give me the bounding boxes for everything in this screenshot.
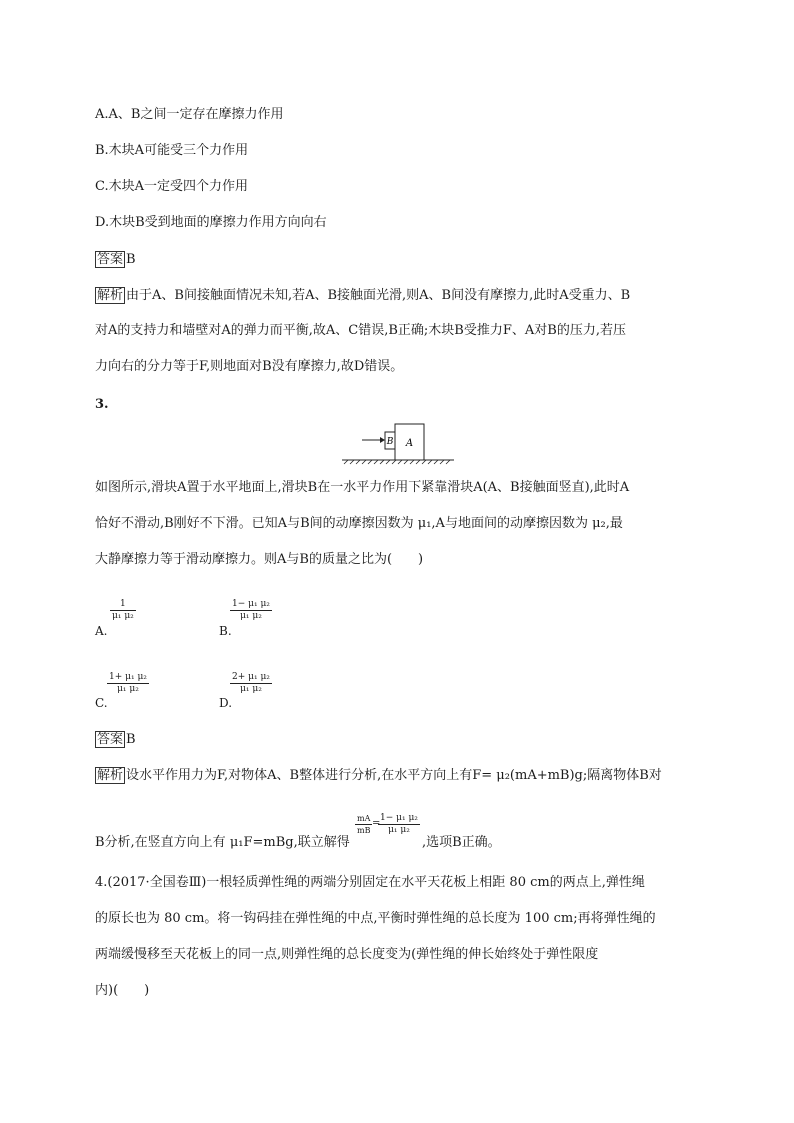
- fraction-denominator: μ₁ μ₂: [117, 684, 139, 694]
- q3-option-a-label: A.: [95, 624, 108, 638]
- q4-stem-line: 的原长也为 80 cm。将一钩码挂在弹性绳的中点,平衡时弹性绳的总长度为 100 cm;再将弹性绳的: [95, 911, 656, 926]
- q2-analysis-line: [95, 287, 630, 304]
- q2-analysis-line: 对A的支持力和墙壁对A的弹力而平衡,故A、C错误,B正确;木块B受推力F、A对B的压力,若压: [95, 323, 626, 338]
- q3-stem-line: 恰好不滑动,B刚好不下滑。已知A与B间的动摩擦因数为 μ₁,A与地面间的动摩擦因数为 μ₂,最: [95, 516, 623, 531]
- q2-option-b: B.木块A可能受三个力作用: [95, 143, 249, 158]
- block-a-label: A: [405, 438, 414, 449]
- fraction-numerator: 1+ μ₁ μ₂: [109, 672, 147, 682]
- q2-analysis-line: 力向右的分力等于F,则地面对B没有摩擦力,故D错误。: [95, 359, 404, 374]
- fraction-numerator: mA: [355, 813, 372, 825]
- fraction-denominator: mB: [357, 826, 371, 835]
- fraction-denominator: μ₁ μ₂: [388, 825, 410, 835]
- q3-number: 3.: [95, 397, 109, 412]
- q3-option-b-fraction: [230, 599, 272, 622]
- analysis-text: 由于A、B间接触面情况未知,若A、B接触面光滑,则A、B间没有摩擦力,此时A受重力、B: [126, 288, 631, 303]
- q2-answer: [95, 251, 136, 268]
- analysis-tag: 解析: [97, 288, 124, 303]
- analysis-tag: 解析: [97, 768, 124, 783]
- block-b-label: B: [386, 437, 394, 447]
- q2-option-a: A.A、B之间一定存在摩擦力作用: [95, 107, 284, 122]
- answer-tag: 答案: [97, 732, 124, 747]
- q3-option-c-fraction: [107, 672, 149, 695]
- fraction-numerator: 1: [110, 599, 136, 611]
- q3-option-b-label: B.: [219, 624, 232, 638]
- q2-option-c: C.木块A一定受四个力作用: [95, 179, 249, 194]
- q3-stem-line: 如图所示,滑块A置于水平地面上,滑块B在一水平力作用下紧靠滑块A(A、B接触面竖直),此时A: [95, 480, 630, 495]
- q3-option-c-label: C.: [95, 696, 108, 710]
- q3-analysis-line-2a: B分析,在竖直方向上有 μ₁F=mBg,联立解得: [95, 835, 350, 850]
- fraction-denominator: μ₁ μ₂: [112, 611, 134, 621]
- fraction-denominator: μ₁ μ₂: [240, 611, 262, 621]
- q3-option-d-label: D.: [219, 696, 233, 710]
- answer-tag: 答案: [97, 252, 124, 267]
- fraction-numerator: 1− μ₁ μ₂: [380, 813, 418, 823]
- q4-stem-line: 两端缓慢移至天花板上的同一点,则弹性绳的总长度变为(弹性绳的伸长始终处于弹性限度: [95, 947, 599, 962]
- q3-figure: [338, 420, 460, 468]
- q3-answer: [95, 731, 136, 748]
- fraction-numerator: 1− μ₁ μ₂: [232, 599, 270, 609]
- q3-option-a-fraction: [110, 599, 136, 622]
- analysis-text: 设水平作用力为F,对物体A、B整体进行分析,在水平方向上有F= μ₂(mA+mB)g;隔离物体B对: [126, 768, 662, 783]
- result-fraction: [378, 813, 420, 836]
- equals-sign: =: [372, 818, 381, 829]
- fraction-denominator: μ₁ μ₂: [240, 684, 262, 694]
- q3-analysis-line-2b: ,选项B正确。: [422, 835, 501, 850]
- q4-stem-line: 内)( ): [95, 983, 150, 998]
- q4-stem-line: 4.(2017·全国卷Ⅲ)一根轻质弹性绳的两端分别固定在水平天花板上相距 80 cm的两点上,弹性绳: [95, 875, 645, 890]
- answer-value: B: [126, 252, 136, 267]
- q3-stem-line: 大静摩擦力等于滑动摩擦力。则A与B的质量之比为( ): [95, 552, 424, 567]
- mass-ratio-fraction: [355, 813, 372, 836]
- q2-option-d: D.木块B受到地面的摩擦力作用方向向右: [95, 215, 327, 230]
- q3-option-d-fraction: [230, 672, 272, 695]
- ground-hatching: [344, 460, 450, 464]
- answer-value: B: [126, 732, 136, 747]
- q3-analysis-line: [95, 767, 662, 784]
- fraction-numerator: 2+ μ₁ μ₂: [232, 672, 270, 682]
